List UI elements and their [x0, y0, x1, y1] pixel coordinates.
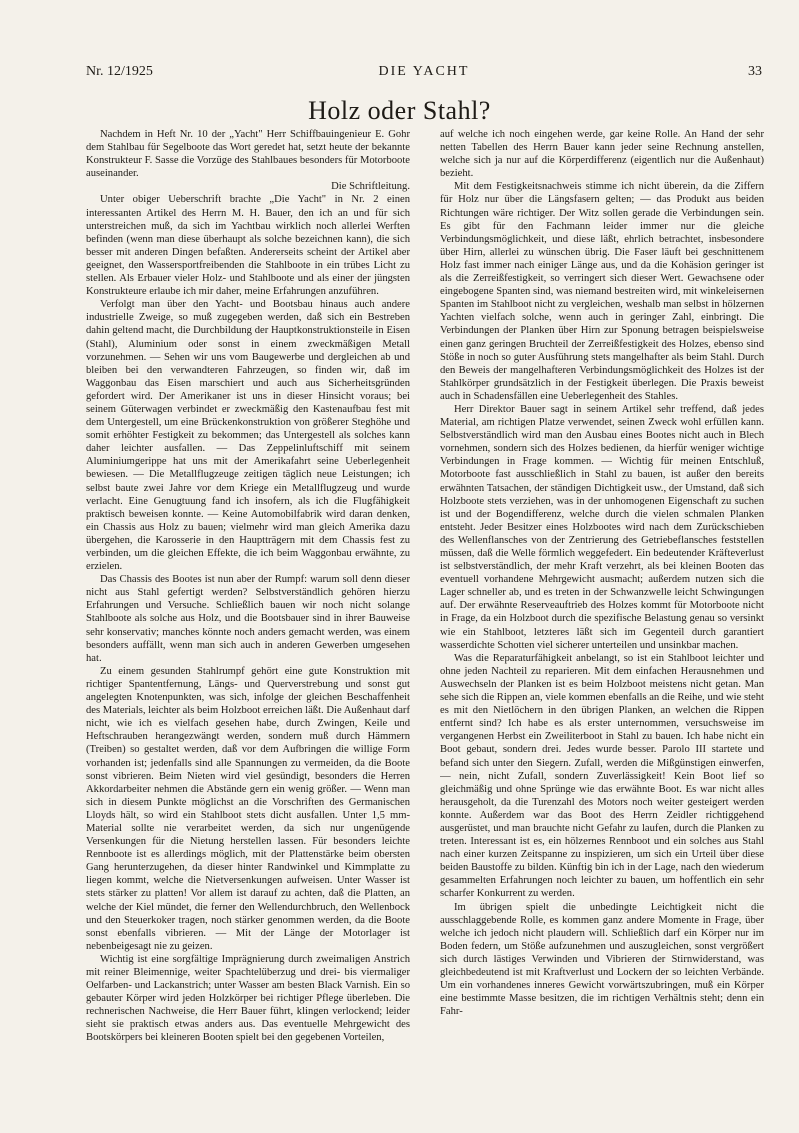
paragraph: Mit dem Festigkeitsnachweis stimme ich nicht überein, da die Ziffern für Holz nur über die Längsfasern gelten; — das Produkt aus beiden Richtungen wäre richtiger. Der Witz sollen gerade die Verbindungen sein. Es gibt für den Fachmann leider immer nur die gleiche Verbindungsmöglichkeit, und diese läßt, ehrlich betrachtet, insbesondere über Hirn, allerlei zu wünschen übrig. Die Faser läuft bei geschnittenem Holz fast immer nach einiger Länge aus, und da die Kohäsion geringer ist als die Zerreißfestigkeit, so verringert sich dieser Wert. Gewachsene oder eingebogene Spanten sind, was niemand bestreiten wird, mit winkeleisernen Spanten im Stahlboot nicht zu vergleichen, weshalb man selbst in hölzernen Yachten vielfach solche, wenn auch in geringer Zahl, einbringt. Die Verbindungen der Planken über Hirn zur Sponung betragen beispielsweise einen ganz geringen Bruchteil der Zerreißfestigkeit des Holzes, ebenso sind Stöße in noch so guter Ausführung stets mangelhafter als beim Stahl. Durch den Beweis der mangelhafteren Verbindungsmöglichkeit des Holzes ist der Stahlkörper grundsätzlich in der Festigkeit überlegen. Die Praxis beweist auch in Schadensfällen eine Ueberlegenheit des Stahles. — [440, 181, 764, 402]
left-column — [86, 128, 410, 1118]
paragraph: Herr Direktor Bauer sagt in seinem Artikel sehr treffend, daß jedes Material, am richtigen Platze verwendet, seinen Zweck wohl erfüllen kann. Selbstverständlich wird man den Ausbau eines Bootes nicht auch in Blech vornehmen, sondern sich des Holzes bedienen, da hierfür weniger wichtige Verbindungen in Frage kommen. — Wichtig für meinen Entschluß, Motorboote fast ausschließlich in Stahl zu bauen, ist außer den bereits erwähnten Tatsachen, der ständigen Dichtigkeit usw., der Umstand, daß sich Holzboote stets verziehen, was in der unhomogenen Eigenschaft zu suchen ist und der Bogendifferenz, welche durch die vielen schmalen Planken entsteht. Jeder Besitzer eines Holzbootes wird nach dem Zurückschieben des Wellenflansches von der Zentrierung des Getriebeflansches feststellen müssen, daß die Welle förmlich weggefedert. Ein bedeutender Kräfteverlust ist selbstverständlich, der mehr Kraft verzehrt, als bei kleinen Booten das eventuell vorhandene Mehrgewicht ausmacht; außerdem nutzen sich die Lager schneller ab, und es treten in der Schwanzwelle leicht Schwingungen auf. Der erwähnte Reserveauftrieb des Holzes kommt für Motorboote nicht in Frage, da ein Holzboot durch die spezifische Belastung genau so versinkt wie ein Stahlboot, letzteres läßt sich im Gegenteil durch garantiert wasserdichte Schotten viel sicherer unterteilen und unsinkbar machen. — [440, 403, 764, 651]
paragraph: Verfolgt man über den Yacht- und Bootsbau hinaus auch andere industrielle Zweige, so muß zugegeben werden, daß sich ein Bestreben dahin geltend macht, die Durchbildung der Hauptkonstruktionsteile in Eisen (Stahl), Aluminium oder sonst in einem zweckmäßigen Metall vorzunehmen. — Sehen wir uns vom Baugewerbe und dergleichen ab und bleiben bei den verwandteren Fahrzeugen, so finden wir, daß im Waggonbau das Eisen marschiert und auch aus Sicherheitsgründen gefordert wird. Der Amerikaner ist uns in dieser Hinsicht voraus; bei seinem Güterwagen verbindet er zweckmäßig den Kastenaufbau fest mit dem Untergestell, um eine Brückenkonstruktion von größerer Steghöhe und somit erhöhter Festigkeit zu bekommen; das Untergestell als solches kann daher leichter ausfallen. — Das Zeppelinluftschiff mit seinem Aluminiumgerippe hat uns mit der Amerikafahrt seine Ueberlegenheit bewiesen. — Die Metallflugzeuge zeitigen täglich neue Leistungen; ich selbst baute zwei Jahre vor dem Kriege ein Metallflugzeug und wurde verlacht. Eine Genugtuung fand ich insofern, als ich die Flugfähigkeit praktisch beweisen konnte. — Keine Automobilfabrik wird daran denken, ein Chassis aus Holz zu bauen; vielmehr wird man gleich Amerika dazu übergehen, die Karosserie in den Hauptträgern mit dem Chassis fest zu verbinden, um die gleichen Effekte, die ich beim Waggonbau erwähnte, zu erzielen. — [86, 299, 410, 573]
paragraph: Was die Reparaturfähigkeit anbelangt, so ist ein Stahlboot leichter und ohne jeden Nachteil zu reparieren. Mit dem einfachen Herausnehmen und Auswechseln der Planken ist es beim Holzboot meistens nicht getan. Man sehe sich die Rippen an, viele kommen ebenfalls an die Reihe, und wie steht es mit den Nietlöchern in den übrigen Planken, an welchen die Rippen entfernt sind? Ich habe es als erster unternommen, versuchsweise im vergangenen Herbst ein Zweiliterboot in Stahl zu bauen. Ich habe nicht ein Boot gebaut, sondern drei. Jedes wurde besser. Parolo III startete und befand sich unter den Siegern. Zufall, werden die Mißgünstigen einwerfen, — nein, nicht Zufall, sondern Zuverlässigkeit! Kein Boot lief so gleichmäßig und ohne Sprünge wie das erwähnte Boot. Es war nicht alles herausgeholt, da die Turenzahl des Motors noch weiter gesteigert werden konnte. Außerdem war das Boot des Herrn Zeidler richtiggehend ausgerüstet, und man brauchte nicht Gefahr zu laufen, durch die Planken zu treten. Interessant ist es, ein hölzernes Rennboot und ein solches aus Stahl nach einer kurzen Zeitspanne zu inspizieren, um sich ein Urteil über diese beiden Baustoffe zu bilden. Künftig bin ich in der Lage, nach den wiederum gesammelten Erfahrungen noch leichter zu bauen, um hoffentlich ein sehr scharfer Konkurrent zu werden. — [440, 652, 764, 900]
right-column — [440, 128, 764, 1118]
issue-number: Nr. 12/1925 — [86, 64, 153, 79]
editorial-intro: Nachdem in Heft Nr. 10 der „Yacht" Herr Schiffbauingenieur E. Gohr dem Stahlbau für Segelboote das Wort geredet hat, setzt heute der bekannte Konstrukteur F. Sasse die Vorzüge des Stahlbaues besonders für Motorboote auseinander. — [86, 129, 410, 180]
editorial-signature: Die Schriftleitung. — [331, 181, 410, 193]
page-header — [86, 64, 762, 84]
paragraph: Im übrigen spielt die unbedingte Leichtigkeit nicht die ausschlaggebende Rolle, es kommen ganz andere Momente in Frage, über welche ich jedoch nicht plaudern will. Schließlich darf ein Körper nur im Boden federn, um Stöße aufzunehmen und auszugleichen, sonst vergrößert sich durch lästiges Verwinden und Vibrieren der Stirnwiderstand, was gleichbedeutend ist mit Kraftverlust und Lockern der so leichten Verbände. Um ein vorhandenes inneres Gewicht vorwärtszubringen, muß ein Körper eine bestimmte Masse besitzen, die im richtigen Verhältnis steht; denn ein Fahr- — [440, 901, 764, 1018]
page-number: 33 — [748, 64, 762, 79]
paragraph: Zu einem gesunden Stahlrumpf gehört eine gute Konstruktion mit richtiger Spantentfernung, Längs- und Querverstrebung und sonst gut angelegten Knotenpunkten, was sich, infolge der gleichen Beschaffenheit des Materials, leichter als beim Holzboot erreichen läßt. Die Außenhaut darf nicht, wie ich es vielfach gesehen habe, durch Zwingen, Keile und Heftschrauben herangezwängt werden, sondern muß durch Hämmern (Treiben) so gestaltet werden, daß vor dem Aufbringen die willige Form vorhanden ist; jedenfalls sind alle Spannungen zu vermeiden, da die Boote sonst vibrieren. Beim Nieten wird viel gesündigt, besonders die Herren Akkordarbeiter nehmen die Abstände gern ein wenig größer. — Wenn man sich in diesem Punkte möglichst an die Vorschriften des Germanischen Lloyds hält, so wird ein Stahlboot stets dicht ausfallen. Unter 1,5 mm-Material sollte nie verarbeitet werden, da sich nur ungenügende Versenkungen für die Nietung herstellen lassen. Für besonders leichte Rennboote ist es allerdings möglich, mit der Plattenstärke beim obersten Gang herunterzugehen, da dieser hinter Randwinkel und Kimmplatte zu liegen kommt, welche die Nietversenkungen aufweisen. Unter Wasser ist stets stärker zu platten! Vor allem ist darauf zu achten, daß die Platten, an welche der Kiel mündet, die ferner den Wellendurchbruch, den Wellenbock und den Steuerkoker tragen, noch stärker genommen werden, da die Boote sonst ebenfalls vibrieren. — Mit der Länge der Motorlager ist nebenbeigesagt nie zu geizen. — [86, 665, 410, 952]
paragraph: Wichtig ist eine sorgfältige Imprägnierung durch zweimaligen Anstrich mit reiner Bleimennige, weiter Spachtelüberzug und drei- bis viermaliger Oelfarben- und Lackanstrich; unter Wasser am besten Black Varnish. Ein so gebauter Körper wird jeden Holzkörper bei richtiger Pflege überleben. Die rechnerischen Nachweise, die Herr Bauer führt, klingen verlockend; leider sieht sie praktisch etwas anders aus. Das eventuelle Mehrgewicht des Bootskörpers bei kleineren Booten spielt bei den gegebenen Vorteilen, — [86, 953, 410, 1044]
paragraph: Unter obiger Ueberschrift brachte „Die Yacht" in Nr. 2 einen interessanten Artikel des Herrn M. H. Bauer, den ich an und für sich unterstreichen muß, da sich im Yachtbau wirklich noch allerlei Werften befinden (wenn man diese überhaupt als solche bezeichnen kann), die sich besser mit anderen Dingen befaßten. Andererseits scheint der Artikel aber geeignet, den Wassersportfreibenden die Stahlboote in ein trübes Licht zu stellen. Als Erbauer vieler Holz- und Stahlboote und als einer der jüngsten Konstrukteure erlaube ich mir daher, meine Erfahrungen anzuführen. — [86, 194, 410, 298]
magazine-name: DIE YACHT — [378, 64, 470, 79]
article-title: Holz oder Stahl? — [308, 96, 491, 125]
paragraph: auf welche ich noch eingehen werde, gar keine Rolle. An Hand der sehr netten Tabellen des Herrn Bauer kann jeder seine Rechnung anstellen, welche sich ja nur auf die Körperdifferenz (eigentlich nur die Außenhaut) bezieht. — [440, 129, 764, 180]
paragraph: Das Chassis des Bootes ist nun aber der Rumpf: warum soll denn dieser nicht aus Stahl gefertigt werden? Selbstverständlich gehören hierzu Erfahrungen und Versuche. Schließlich bauen wir noch nicht solange Stahlboote als solche aus Holz, und die Bootsbauer sind in ihrer Bauweise sehr konservativ; manches könnte noch anders gemacht werden, was einem besonders auffällt, wenn man sich auch in anderen Gewerben umgesehen hat. — [86, 574, 410, 664]
